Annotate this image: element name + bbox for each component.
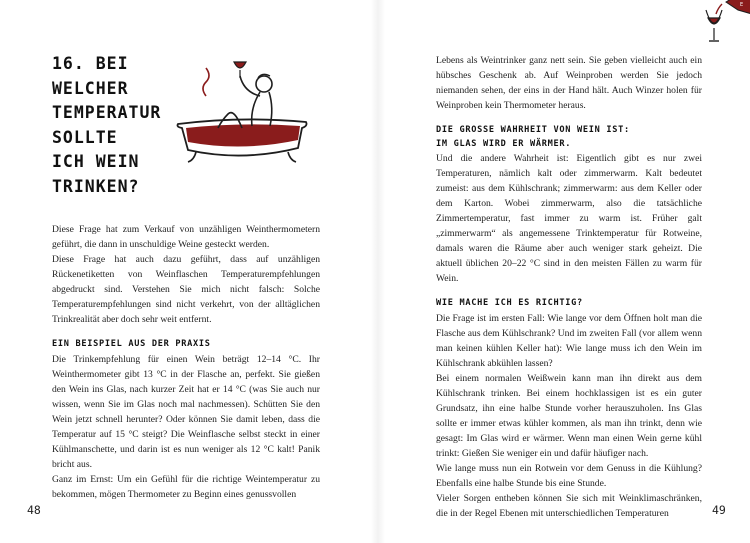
page-number: 49: [712, 503, 726, 517]
chapter-title-line: 16. BEI: [52, 54, 129, 73]
bathtub-illustration: [172, 56, 312, 172]
chapter-title-line: TEMPERATUR: [52, 103, 162, 122]
chapter-title-line: WELCHER: [52, 78, 129, 98]
svg-text:E: E: [740, 2, 744, 8]
body-paragraph: Wie lange muss nun ein Rotwein vor dem Genuss in die Kühlung? Ebenfalls eine halbe Stunde bis eine Stunde.: [436, 462, 702, 489]
chapter-title-line: ICH WEIN: [52, 152, 140, 171]
heading-line: IM GLAS WIRD ER WÄRMER.: [436, 138, 572, 149]
page-number: 48: [27, 503, 41, 517]
body-paragraph: Lebens als Weintrinker ganz nett sein. Sie geben vielleicht auch ein hübsches Geschenk ab. Auf Weinproben werden Sie jedoch niemanden sehen, der eins in der Hand hält. Auch Winzer holen für Weinproben kein Thermometer heraus.: [436, 55, 702, 111]
chapter-title-line: SOLLTE: [52, 127, 118, 147]
section-heading: [436, 124, 702, 151]
intro-paragraph: Diese Frage hat zum Verkauf von unzähligen Weinthermometern geführt, die dann in unschuldige Weine gesteckt werden.: [52, 224, 320, 250]
left-page-text: [52, 222, 320, 502]
page-gutter: [371, 0, 385, 543]
body-paragraph: Die Trinkempfehlung für einen Wein beträgt 12–14 °C. Ihr Weinthermometer gibt 13 °C in der Flasche an, perfekt. Sie gießen den Wein ins Glas, nach kurzer Zeit hat er 14 °C (was Sie auch nur wissen, wenn Sie im Glas noch mal nachmessen). Schütten Sie den Wein jetzt schnell herunter? Oder können Sie damit leben, dass die Temperatur auf 15 °C steigt? Die Weinflasche selbst steckt in einer Kühlmanschette, und darin ist es nun weniger als 12 °C kalt! Panik bricht aus.: [52, 353, 320, 470]
section-heading: EIN BEISPIEL AUS DER PRAXIS: [52, 339, 211, 349]
wine-bottle-glass-icon: [700, 0, 750, 48]
body-paragraph: Vieler Sorgen entheben können Sie sich mit Weinklimaschränken, die in der Regel Ebenen mit unterschiedlichen Temperaturen: [436, 492, 702, 519]
intro-paragraph: Diese Frage hat auch dazu geführt, dass auf unzähligen Rückenetiketten von Weinflaschen Temperaturempfehlungen abgedruckt sind. Verstehen Sie mich nicht falsch: Solche Temperaturempfehlungen sind nicht verkehrt, von der alltäglichen Trinkrealität aber doch sehr weit entfernt.: [52, 254, 320, 325]
body-paragraph: Ganz im Ernst: Um ein Gefühl für die richtige Weintemperatur zu bekommen, mögen Thermometer zu Beginn eines genussvollen: [52, 473, 320, 500]
body-paragraph: Die Frage ist im ersten Fall: Wie lange vor dem Öffnen holt man die Flasche aus dem Kühlschrank? Und im zweiten Fall (vor allem wenn man keinen kühlen Keller hat): Wie lange muss ich den Wein im Kühlschrank abkühlen lassen?: [436, 312, 702, 369]
body-paragraph: Und die andere Wahrheit ist: Eigentlich gibt es nur zwei Temperaturen, nämlich kalt oder zimmerwarm. Kalt bedeutet zumeist: aus dem Kühlschrank; zimmerwarm: aus dem Keller oder dem Karton. Wobei zimmerwarm, also die tatsächliche Zimmertemperatur, fast immer zu warm ist. Früher galt „zimmerwarm“ als angemessene Trinktemperatur für Rotweine, damals waren die Räume aber auch weniger stark geheizt. Die aktuell üblichen 20–22 °C sind in den meisten Fällen zu warm für Wein.: [436, 153, 702, 284]
body-paragraph: Bei einem normalen Weißwein kann man ihn direkt aus dem Kühlschrank trinken. Bei einem hochklassigen ist es ein guter Grundsatz, ihn eine halbe Stunde vorher herauszuholen. Ins Glas sollte er immer etwas kühler kommen, als man ihn trinkt, denn wie gesagt: Im Glas wird er wärmer. Wenn man einen Wein gerne kühl trinkt: Gießen Sie weniger ein und dafür häufiger nach.: [436, 372, 702, 459]
chapter-title-line: TRINKEN?: [52, 176, 140, 196]
right-page-text: [436, 53, 702, 521]
heading-line: DIE GROSSE WAHRHEIT VON WEIN IST:: [436, 125, 630, 135]
section-heading: WIE MACHE ICH ES RICHTIG?: [436, 298, 583, 308]
